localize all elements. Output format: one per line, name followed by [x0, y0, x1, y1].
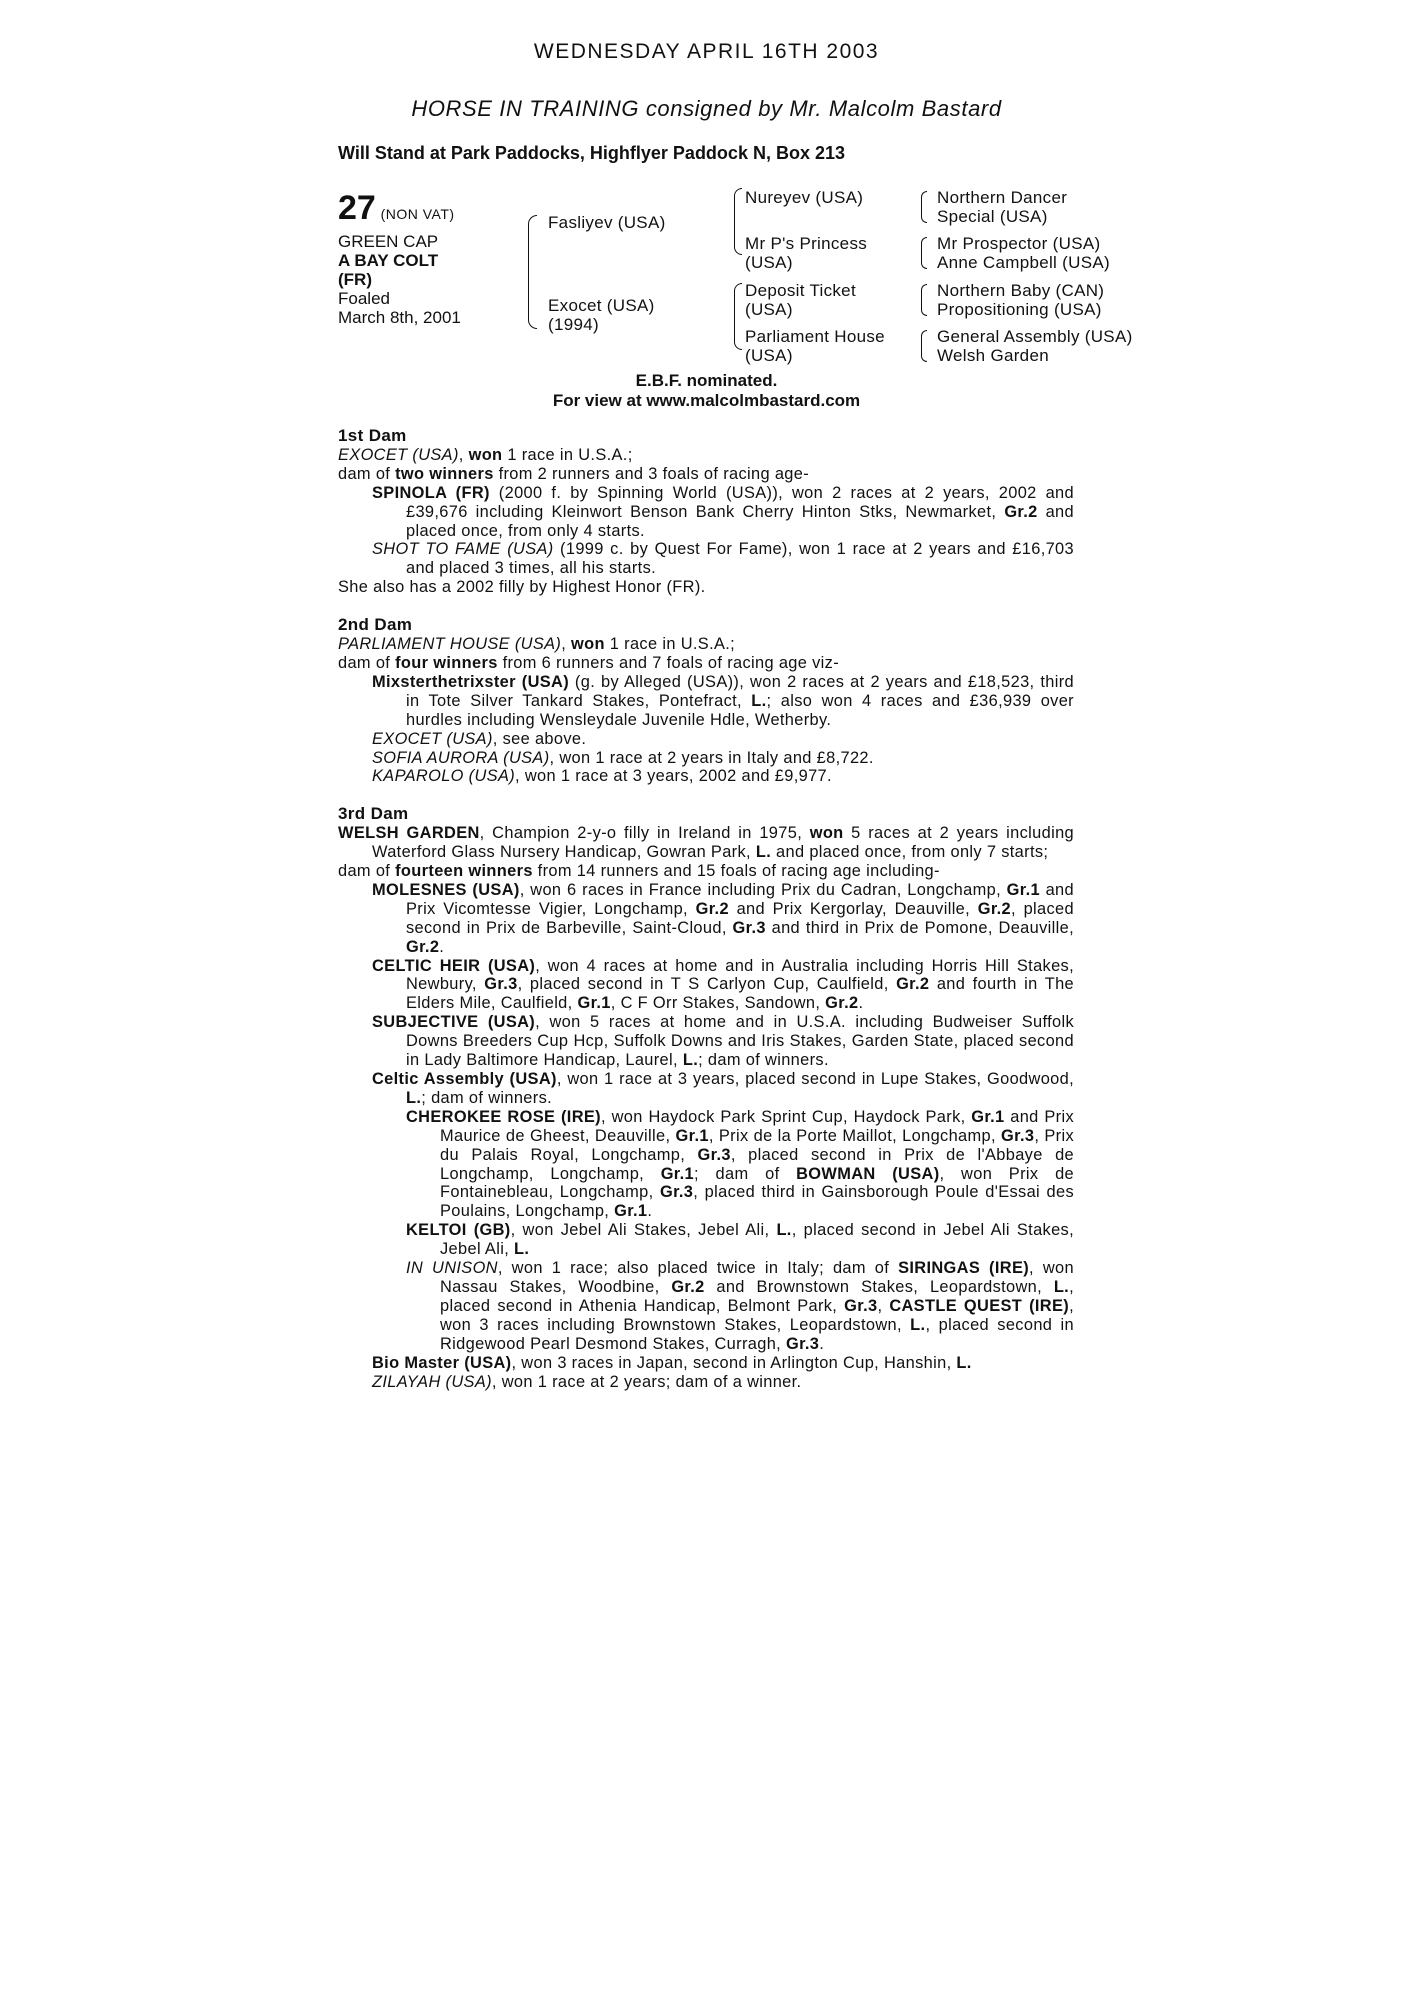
pedigree-entry: CHEROKEE ROSE (IRE), won Haydock Park Sprint Cup, Haydock Park, Gr.1 and Prix Maurice de Gheest, Deauville, Gr.1, Prix de la Porte Maillot, Longchamp, Gr.3, Prix du Palais Royal, Longchamp, Gr.3, placed second in Prix de l'Abbaye de Longchamp, Longchamp, Gr.1; dam of BOWMAN (USA), won Prix de Fontainebleau, Longchamp, Gr.3, placed third in Gainsborough Poule d'Essai des Poulains, Longchamp, Gr.1. — [406, 1107, 1075, 1221]
pedigree-entry: MOLESNES (USA), won 6 races in France including Prix du Cadran, Longchamp, Gr.1 and Prix Vicomtesse Vigier, Longchamp, Gr.2 and Prix Kergorlay, Deauville, Gr.2, placed second in Prix de Barbeville, Saint-Cloud, Gr.3 and third in Prix de Pomone, Deauville, Gr.2. — [372, 880, 1074, 956]
foaled-date: March 8th, 2001 — [338, 308, 461, 327]
ebf-note: E.B.F. nominated. — [635, 371, 778, 390]
pedigree-dam-dam: Parliament House (USA) — [745, 327, 885, 365]
pedigree-entry: KELTOI (GB), won Jebel Ali Stakes, Jebel Ali, L., placed second in Jebel Ali Stakes, Jebel Ali, L. — [406, 1221, 1074, 1259]
pedigree-brace-dam — [734, 283, 742, 350]
pedigree-entry: Bio Master (USA), won 3 races in Japan, second in Arlington Cup, Hanshin, L. — [372, 1353, 972, 1372]
pedigree-g4: General Assembly (USA) Welsh Garden — [937, 327, 1133, 365]
pedigree-entry: Celtic Assembly (USA), won 1 race at 3 years, placed second in Lupe Stakes, Goodwood, L.; dam of winners. — [372, 1070, 1074, 1107]
sale-date: WEDNESDAY APRIL 16TH 2003 — [533, 40, 880, 63]
horse-origin: (FR) — [338, 270, 372, 289]
pedigree-brace-g1 — [921, 191, 927, 223]
dam-lines — [338, 427, 1074, 1391]
pedigree-brace-g4 — [921, 330, 927, 362]
pedigree-entry: SHOT TO FAME (USA) (1999 c. by Quest For Fame), won 1 race at 2 years and £16,703 and placed 3 times, all his starts. — [372, 540, 1074, 578]
pedigree-g1: Northern Dancer Special (USA) — [937, 188, 1068, 226]
pedigree-sire-sire: Nureyev (USA) — [745, 188, 864, 207]
pedigree-entry: PARLIAMENT HOUSE (USA), won 1 race in U.S.A.; — [338, 635, 736, 654]
pedigree-entry: KAPAROLO (USA), won 1 race at 3 years, 2002 and £9,977. — [372, 767, 832, 786]
notes-block — [0, 371, 1413, 411]
pedigree-brace-sire — [734, 188, 742, 255]
consignment-line: HORSE IN TRAINING consigned by Mr. Malcolm Bastard — [411, 96, 1002, 121]
stand-location: Will Stand at Park Paddocks, Highflyer Paddock N, Box 213 — [338, 143, 845, 163]
pedigree-entry: SOFIA AURORA (USA), won 1 race at 2 years in Italy and £8,722. — [372, 748, 874, 767]
foaled-label: Foaled — [338, 289, 390, 308]
pedigree-entry: SUBJECTIVE (USA), won 5 races at home and in U.S.A. including Budweiser Suffolk Downs Breeders Cup Hcp, Suffolk Downs and Iris Stakes, Garden State, placed second in Lady Baltimore Handicap, Laurel, L.; dam of winners. — [372, 1013, 1074, 1070]
view-note: For view at www.malcolmbastard.com — [552, 391, 861, 410]
pedigree-dam-sire: Deposit Ticket (USA) — [745, 281, 856, 319]
pedigree-brace-g3 — [921, 284, 927, 316]
pedigree-entry: Mixsterthetrixster (USA) (g. by Alleged (USA)), won 2 races at 2 years and £18,523, third in Tote Silver Tankard Stakes, Pontefract, L.; also won 4 races and £36,939 over hurdles including Wensleydale Juvenile Hdle, Wetherby. — [372, 672, 1074, 729]
pedigree-entry: EXOCET (USA), won 1 race in U.S.A.; — [338, 445, 633, 464]
pedigree-sire-dam: Mr P's Princess (USA) — [745, 234, 868, 272]
first-dam-heading: 1st Dam — [338, 426, 407, 445]
pedigree-entry: dam of two winners from 2 runners and 3 foals of racing age- — [338, 464, 810, 483]
pedigree-entry: SPINOLA (FR) (2000 f. by Spinning World (USA)), won 2 races at 2 years, 2002 and £39,676 including Kleinwort Benson Bank Cherry Hinton Stks, Newmarket, Gr.2 and placed once, from only 4 starts. — [372, 483, 1074, 540]
second-dam-heading: 2nd Dam — [338, 615, 413, 635]
pedigree-entry: dam of four winners from 6 runners and 7 foals of racing age viz- — [338, 653, 840, 672]
pedigree-sire: Fasliyev (USA) — [548, 213, 666, 232]
cap-colour: GREEN CAP — [338, 232, 439, 251]
pedigree-brace-g2 — [921, 237, 927, 269]
pedigree-g3: Northern Baby (CAN) Propositioning (USA) — [937, 281, 1105, 319]
pedigree-entry: ZILAYAH (USA), won 1 race at 2 years; dam of a winner. — [372, 1372, 802, 1391]
pedigree-entry: dam of fourteen winners from 14 runners and 15 foals of racing age including- — [338, 862, 940, 881]
pedigree-entry: IN UNISON, won 1 race; also placed twice in Italy; dam of SIRINGAS (IRE), won Nassau Stakes, Woodbine, Gr.2 and Brownstown Stakes, Leopardstown, L., placed second in Athenia Handicap, Belmont Park, Gr.3, CASTLE QUEST (IRE), won 3 races including Brownstown Stakes, Leopardstown, L., placed second in Ridgewood Pearl Desmond Stakes, Curragh, Gr.3. — [406, 1259, 1074, 1353]
pedigree-brace-main — [528, 215, 537, 329]
first-dam-lines — [338, 446, 1074, 597]
pedigree-entry: EXOCET (USA), see above. — [372, 729, 587, 748]
third-dam-heading: 3rd Dam — [338, 804, 409, 824]
third-dam-lines — [338, 824, 1074, 1391]
vat-status: (NON VAT) — [380, 206, 455, 222]
lot-number: 27 — [338, 189, 376, 227]
lot-details — [338, 190, 508, 327]
pedigree-g2: Mr Prospector (USA) Anne Campbell (USA) — [937, 234, 1110, 272]
pedigree-entry: She also has a 2002 filly by Highest Honor (FR). — [338, 578, 706, 597]
second-dam-lines — [338, 635, 1074, 786]
pedigree-entry: CELTIC HEIR (USA), won 4 races at home and in Australia including Horris Hill Stakes, Newbury, Gr.3, placed second in T S Carlyon Cup, Caulfield, Gr.2 and fourth in The Elders Mile, Caulfield, Gr.1, C F Orr Stakes, Sandown, Gr.2. — [372, 956, 1075, 1013]
horse-description: A BAY COLT — [338, 251, 439, 270]
pedigree-entry: WELSH GARDEN, Champion 2-y-o filly in Ireland in 1975, won 5 races at 2 years including Waterford Glass Nursery Handicap, Gowran Park, L. and placed once, from only 7 starts; — [338, 824, 1074, 862]
pedigree-dam: Exocet (USA) (1994) — [548, 296, 655, 334]
